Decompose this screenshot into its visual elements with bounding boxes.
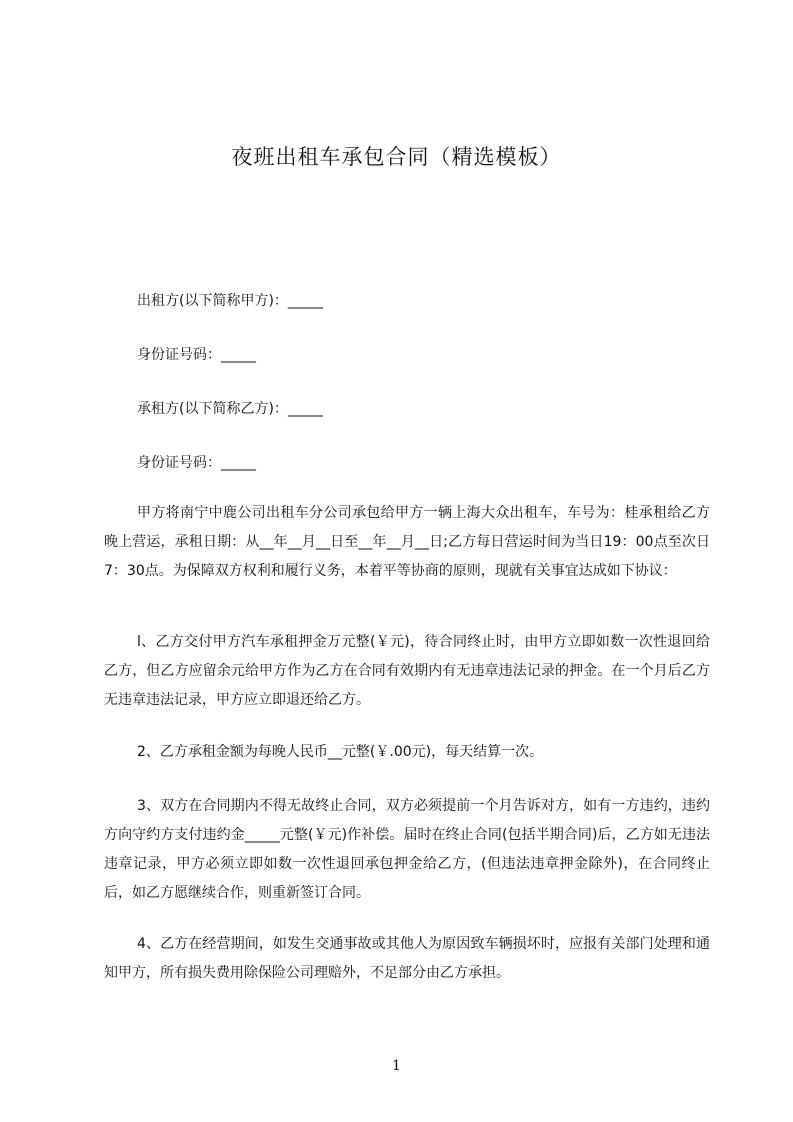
document-title: 夜班出租车承包合同（精选模板） [231, 145, 562, 169]
lessee-field: 承租方(以下简称乙方)：_____ [137, 401, 323, 417]
lessor-field: 出租方(以下简称甲方)：_____ [137, 293, 323, 309]
clause-1: l、乙方交付甲方汽车承租押金万元整(￥元)，待合同终止时，由甲方立即如数一次性退回给乙方，但乙方应留余元给甲方作为乙方在合同有效期内有无违章违法记录的押金。在一个月后乙方无违章违法记录，甲方应立即退还给乙方。 [104, 634, 710, 708]
lessee-id-field: 身份证号码：_____ [137, 455, 256, 471]
lessor-id-field: 身份证号码：_____ [137, 347, 256, 363]
clause-3: 3、双方在合同期内不得无故终止合同，双方必须提前一个月告诉对方，如有一方违约，违约方向守约方支付违约金_____元整(￥元)作补偿。届时在终止合同(包括半期合同)后，乙方如无违法违章记录，甲方必须立即如数一次性退回承包押金给乙方，(但违法违章押金除外)，在合同终止后，如乙方愿继续合作，则重新签订合同。 [104, 798, 710, 901]
clause-2: 2、乙方承租金额为每晚人民币__元整(￥.00元)，每天结算一次。 [137, 744, 544, 760]
page-number: 1 [392, 1058, 401, 1074]
intro-paragraph: 甲方将南宁中鹿公司出租车分公司承包给甲方一辆上海大众出租车，车号为：桂承租给乙方晚上营运，承租日期：从__年__月__日至__年__月__日;乙方每日营运时间为当日19：00点至次日7：30点。为保障双方权利和履行义务，本着平等协商的原则，现就有关事宜达成如下协议： [104, 505, 710, 579]
clause-4: 4、乙方在经营期间，如发生交通事故或其他人为原因致车辆损坏时，应报有关部门处理和通知甲方，所有损失费用除保险公司理赔外，不足部分由乙方承担。 [104, 936, 710, 981]
